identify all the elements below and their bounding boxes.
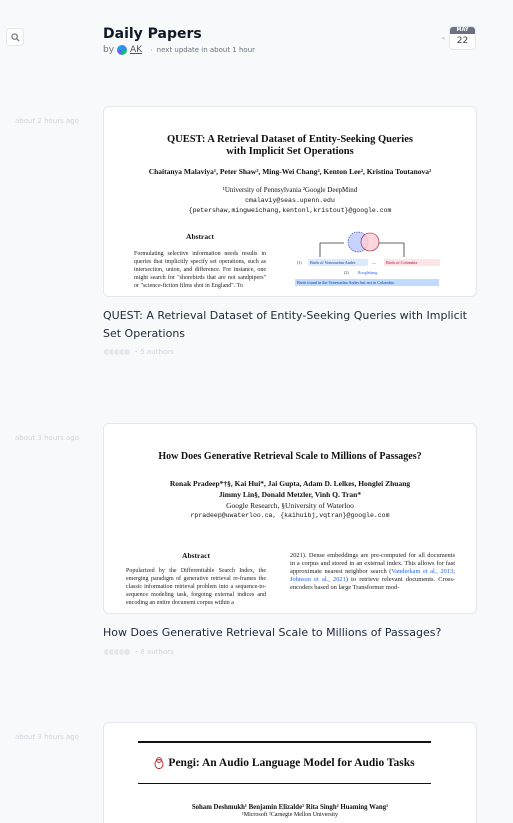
penguin-icon — [154, 757, 164, 769]
thumb-heading-2: with Implicit Set Operations — [226, 146, 354, 157]
separator-dot: · — [135, 648, 138, 656]
authors-count: 8 authors — [140, 648, 174, 656]
separator-dot: · — [135, 348, 138, 356]
fig-label: Rooglehang — [358, 270, 378, 275]
thumb-heading-row — [138, 757, 431, 769]
thumb-authors: Ronak Pradeep*†§, Kai Hui*, Jai Gupta, Adam D. Lelkes, Honglei Zhuang — [169, 479, 411, 488]
date-month: MAY — [450, 27, 475, 34]
date-badge[interactable] — [449, 26, 476, 50]
svg-text:(1): (1) — [297, 260, 302, 265]
thumb-email: rpradeep@uwaterloo.ca, {kaihuibj,vqtran}@google.com — [190, 512, 390, 519]
thumb-heading: Pengi: An Audio Language Model for Audio Tasks — [168, 757, 415, 769]
paper-timestamp: about 3 hours ago — [15, 733, 80, 741]
separator-dot: · — [150, 45, 153, 55]
thumb-body-text: 2021). Dense embeddings are pre-computed for all documents in a corpus and stored in an external index. This allows for fast approximate nearest neighbor search (Vanderkam et al., 2013; Johnson et al., 2021) to retrieve relevant documents. Cross-encoders based on large Transformer mod- — [290, 552, 455, 591]
thumb-authors: Jimmy Lin§, Donald Metzler, Vinh Q. Tran* — [218, 490, 362, 499]
thumb-affiliation: ¹Microsoft ²Carnegie Mellon University — [241, 812, 339, 818]
by-label: by — [103, 45, 115, 55]
svg-text:—: — — [372, 260, 376, 265]
thumb-heading: QUEST: A Retrieval Dataset of Entity-Seeking Queries — [167, 134, 413, 145]
paper-timestamp: about 3 hours ago — [15, 434, 80, 442]
page-title: Daily Papers — [103, 26, 202, 42]
previous-day-icon[interactable]: ◂ — [441, 34, 445, 42]
search-icon — [11, 33, 20, 42]
update-status: next update in about 1 hour — [156, 46, 256, 54]
fig-label: Birds of Colombia — [386, 260, 418, 265]
svg-text:(2): (2) — [344, 270, 349, 275]
paper-timestamp: about 2 hours ago — [15, 117, 80, 125]
thumb-heading: How Does Generative Retrieval Scale to Millions of Passages? — [158, 451, 422, 462]
author-avatars — [103, 348, 131, 356]
paper-title-link[interactable]: How Does Generative Retrieval Scale to Millions of Passages? — [103, 626, 442, 639]
paper-thumbnail[interactable] — [103, 722, 477, 823]
thumb-authors: Chaitanya Malaviya¹, Peter Shaw², Ming-Wei Chang², Kenton Lee², Kristina Toutanova² — [148, 167, 432, 176]
paper-thumbnail[interactable] — [103, 106, 477, 297]
thumb-abstract-text: Popularized by the Differentiable Search Index, the emerging paradigm of generative retrieval re-frames the classic information retrieval problem into a sequence-to-sequence modeling task, forgoing external indices and encoding an entire document corpus within a — [126, 568, 266, 606]
thumb-abstract-heading: Abstract — [186, 232, 214, 241]
thumb-email: cmalaviy@seas.upenn.edu — [245, 197, 335, 204]
author-link[interactable]: AK — [130, 45, 143, 55]
venn-figure — [292, 231, 442, 293]
paper-meta — [103, 348, 174, 356]
page-subtitle — [103, 45, 255, 55]
date-day: 22 — [456, 36, 469, 46]
thumb-affiliation: Google Research, §University of Waterloo — [226, 501, 354, 510]
rule-bottom — [138, 783, 431, 784]
thumb-email: {petershaw,mingweichang,kentonl,kristout}@google.com — [188, 207, 392, 214]
search-button[interactable] — [6, 28, 24, 46]
author-avatars — [103, 648, 131, 656]
fig-label: Birds of Venezuelan Andes — [310, 260, 356, 265]
thumb-affiliation: ¹University of Pennsylvania ²Google DeepMind — [222, 186, 358, 194]
thumb-abstract-text: Formulating selective information needs results in queries that implicitly specify set operations, such as intersection, union, and difference. For instance, one might search for "shorebirds that are not sandpipers" or "science-fiction films shot in England". To — [134, 251, 266, 289]
rule-top — [138, 741, 431, 743]
thumb-authors: Soham Deshmukh¹ Benjamin Elizalde¹ Rita Singh² Huaming Wang¹ — [191, 804, 389, 811]
paper-thumbnail[interactable] — [103, 423, 477, 614]
paper-meta — [103, 648, 174, 656]
authors-count: 5 authors — [140, 348, 174, 356]
fig-label: Birds found in the Venezuelan Andes but not in Colombia — [297, 280, 394, 285]
avatar[interactable] — [117, 45, 127, 55]
paper-title-link[interactable]: QUEST: A Retrieval Dataset of Entity-Seeking Queries with Implicit Set Operations — [103, 309, 467, 340]
thumb-abstract-heading: Abstract — [182, 551, 210, 560]
